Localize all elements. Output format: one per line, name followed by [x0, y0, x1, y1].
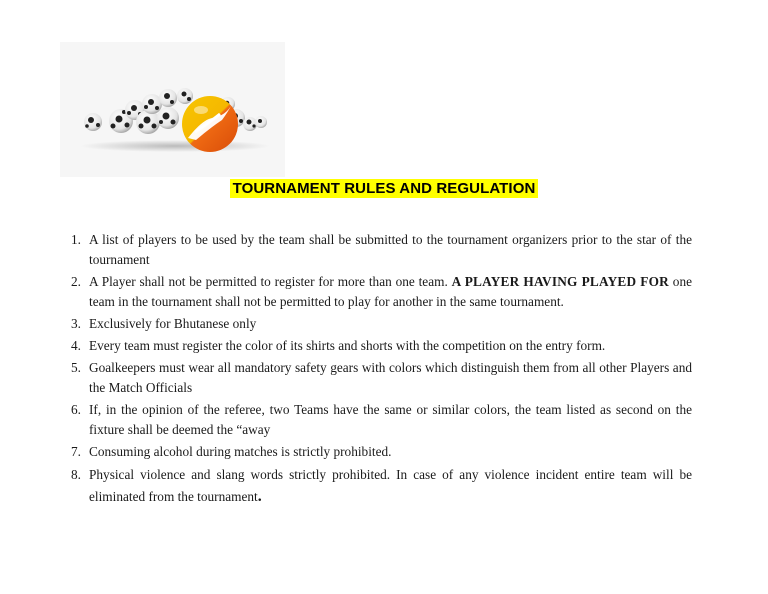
list-number: 1.: [71, 232, 81, 247]
title-wrapper: [0, 179, 768, 198]
rule-text: Consuming alcohol during matches is strictly prohibited.: [89, 444, 392, 459]
rule-text: Every team must register the color of its shirts and shorts with the competition on the entry form.: [89, 338, 606, 353]
rule-text: If, in the opinion of the referee, two Teams have the same or similar colors, the team listed as second on the fixture shall be deemed the “away: [89, 402, 692, 437]
rule-end-mark: .: [257, 488, 262, 505]
list-number: 5.: [71, 360, 81, 375]
soccer-balls-bhutan-flag-icon: [60, 42, 285, 177]
rule-text: A list of players to be used by the team shall be submitted to the tournament organizers prior to the star of the tournament: [89, 232, 692, 267]
list-number: 8.: [71, 467, 81, 482]
list-number: 6.: [71, 402, 81, 417]
rule-text-continued: one team in the tournament shall not be permitted to play for another in the same tournament.: [89, 274, 693, 309]
list-item: [71, 358, 692, 398]
rule-text: Goalkeepers must wear all mandatory safety gears with colors which distinguish them from all other Players and the Match Officials: [89, 360, 692, 395]
list-item: [71, 464, 692, 508]
list-number: 4.: [71, 338, 81, 353]
list-item: [71, 400, 692, 440]
list-item: [71, 336, 692, 356]
page-title: TOURNAMENT RULES AND REGULATION: [230, 179, 539, 198]
rules-list: [71, 230, 692, 510]
list-number: 7.: [71, 444, 81, 459]
rule-text: Physical violence and slang words strictly prohibited. In case of any violence incident entire team will be eliminated from the tournament: [89, 467, 692, 504]
list-item: [71, 442, 692, 462]
rule-text: A Player shall not be permitted to register for more than one team.: [89, 274, 452, 289]
list-item: [71, 314, 692, 334]
list-number: 3.: [71, 316, 81, 331]
soccer-balls-image: [60, 42, 285, 177]
rule-text: Exclusively for Bhutanese only: [89, 316, 257, 331]
list-item: [71, 230, 692, 270]
rule-emphasis: A PLAYER HAVING PLAYED FOR: [451, 274, 669, 289]
list-item: [71, 272, 692, 312]
list-number: 2.: [71, 274, 81, 289]
